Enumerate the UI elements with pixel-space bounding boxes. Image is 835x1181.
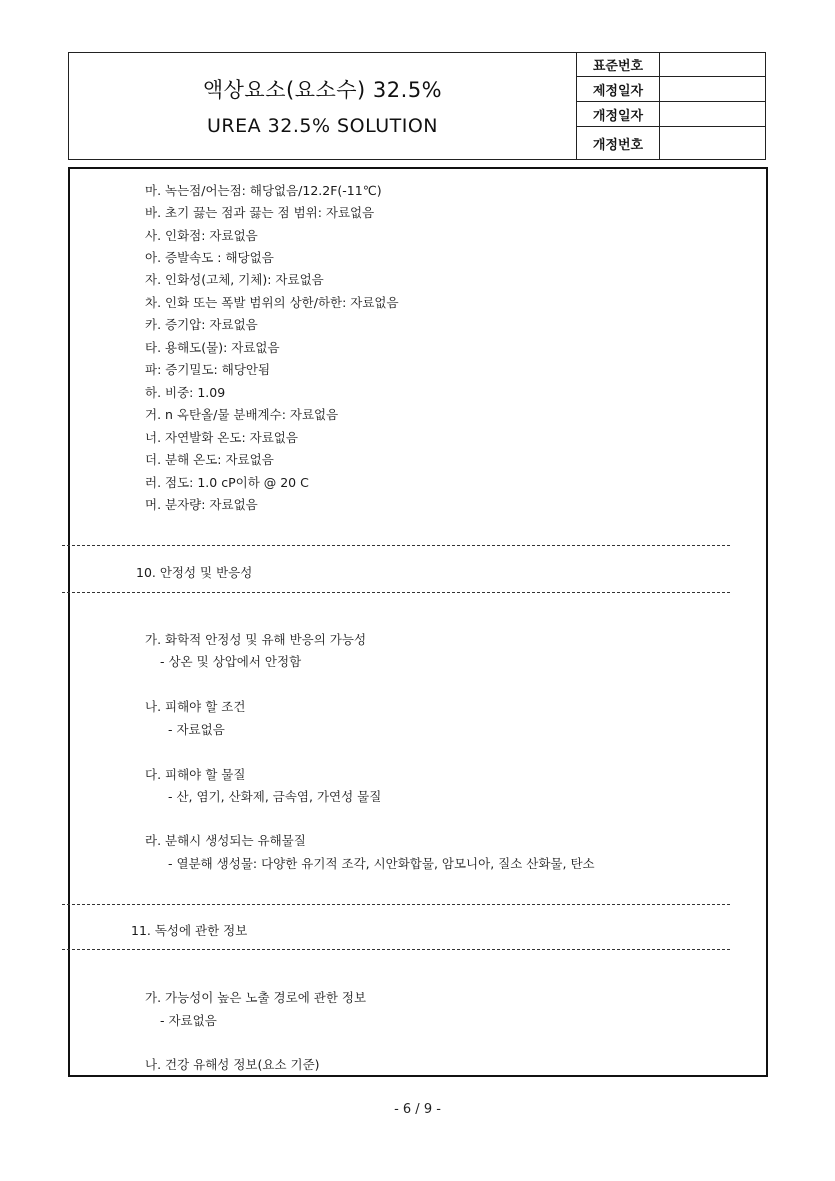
section-11-heading: 11. 독성에 관한 정보 [131, 923, 248, 938]
page-number: - 6 / 9 - [394, 1102, 441, 1117]
section-10-a-detail: - 상온 및 상압에서 안정함 [160, 654, 302, 669]
property-evaporation-rate: 아. 증발속도 : 해당없음 [145, 250, 274, 265]
title-area [69, 53, 576, 159]
section-10-b-title: 나. 피해야 할 조건 [145, 699, 246, 714]
meta-value-revision-no [660, 127, 766, 161]
meta-value-revision-date [660, 102, 766, 127]
section-divider [62, 904, 730, 905]
section-10-c-detail: - 산, 염기, 산화제, 금속염, 가연성 물질 [168, 789, 382, 804]
property-viscosity: 러. 점도: 1.0 cP이하 @ 20 C [145, 475, 309, 490]
property-autoignition: 너. 자연발화 온도: 자료없음 [145, 430, 298, 445]
property-explosive-limits: 차. 인화 또는 폭발 범위의 상한/하한: 자료없음 [145, 295, 399, 310]
property-melting-point: 마. 녹는점/어는점: 해당없음/12.2F(-11℃) [145, 183, 382, 198]
section-divider [62, 545, 730, 546]
meta-label-revision-no: 개정번호 [577, 127, 660, 161]
section-divider [62, 592, 730, 593]
property-flammability: 자. 인화성(고체, 기체): 자료없음 [145, 272, 324, 287]
section-11-b-title: 나. 건강 유해성 정보(요소 기준) [145, 1057, 320, 1072]
section-10-b-detail: - 자료없음 [168, 722, 225, 737]
property-decomposition: 더. 분해 온도: 자료없음 [145, 452, 274, 467]
meta-value-established-date [660, 77, 766, 102]
meta-value-standard-no [660, 53, 766, 77]
property-solubility: 타. 용해도(물): 자료없음 [145, 340, 280, 355]
property-vapor-pressure: 카. 증기압: 자료없음 [145, 317, 258, 332]
section-11-a-title: 가. 가능성이 높은 노출 경로에 관한 정보 [145, 990, 367, 1005]
property-flash-point: 사. 인화점: 자료없음 [145, 228, 258, 243]
property-specific-gravity: 하. 비중: 1.09 [145, 385, 226, 400]
property-molecular-weight: 머. 분자량: 자료없음 [145, 497, 258, 512]
property-boiling-point: 바. 초기 끓는 점과 끓는 점 범위: 자료없음 [145, 205, 375, 220]
meta-label-revision-date: 개정일자 [577, 102, 660, 127]
section-11-a-detail: - 자료없음 [160, 1013, 217, 1028]
section-10-a-title: 가. 화학적 안정성 및 유해 반응의 가능성 [145, 632, 367, 647]
meta-label-established-date: 제정일자 [577, 77, 660, 102]
title-korean: 액상요소(요소수) 32.5% [202, 78, 443, 102]
section-10-d-title: 라. 분해시 생성되는 유해물질 [145, 833, 306, 848]
section-10-c-title: 다. 피해야 할 물질 [145, 767, 246, 782]
meta-label-standard-no: 표준번호 [577, 53, 660, 77]
section-10-heading: 10. 안정성 및 반응성 [136, 565, 253, 580]
property-partition-coefficient: 거. n 옥탄올/물 분배계수: 자료없음 [145, 407, 339, 422]
title-english: UREA 32.5% SOLUTION [207, 115, 438, 137]
property-vapor-density: 파: 증기밀도: 해당안됨 [145, 362, 271, 377]
section-10-d-detail: - 열분해 생성물: 다양한 유기적 조각, 시안화합물, 암모니아, 질소 산화물, 탄소 [168, 856, 595, 871]
document-meta-table [576, 53, 765, 160]
document-header [68, 52, 766, 160]
section-divider [62, 949, 730, 950]
